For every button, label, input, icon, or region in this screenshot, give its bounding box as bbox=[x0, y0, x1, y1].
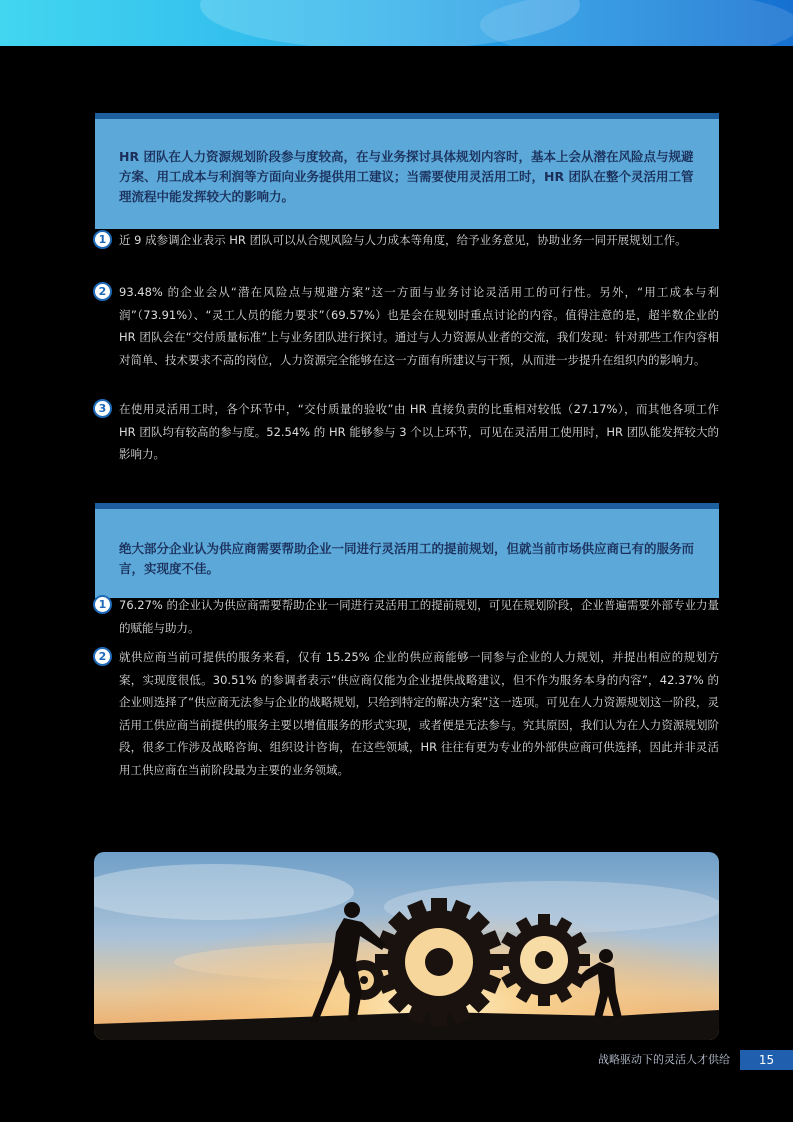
number-badge-icon: 2 bbox=[93, 647, 112, 666]
summary-callout-2 bbox=[95, 503, 719, 598]
list-item-text: 93.48% 的企业会从“潜在风险点与规避方案”这一方面与业务讨论灵活用工的可行性。另外，“用工成本与利润”（73.91%）、“灵工人员的能力要求”（69.57%）也是会在规划时重点讨论的内容。值得注意的是，超半数企业的 HR 团队会在“交付质量标准”上与业务团队进行探讨。通过与人力资源从业者的交流，我们发现：针对那些工作内容相对简单、技术要求不高的岗位，人力资源完全能够在这一方面有所建议与干预，从而进一步提升在组织内的影响力。 bbox=[119, 285, 719, 367]
list-item-text: 在使用灵活用工时，各个环节中，“交付质量的验收”由 HR 直接负责的比重相对较低（27.17%），而其他各项工作 HR 团队均有较高的参与度。52.54% 的 HR 能够参与 3 个以上环节，可见在灵活用工使用时，HR 团队能发挥较大的影响力。 bbox=[119, 402, 719, 461]
number-badge-icon: 2 bbox=[93, 282, 112, 301]
number-badge-icon: 3 bbox=[93, 399, 112, 418]
list-item-text: 76.27% 的企业认为供应商需要帮助企业一同进行灵活用工的提前规划，可见在规划阶段，企业普遍需要外部专业力量的赋能与助力。 bbox=[119, 598, 719, 635]
list-item bbox=[95, 281, 719, 371]
list-item-text: 就供应商当前可提供的服务来看，仅有 15.25% 企业的供应商能够一同参与企业的人力规划，并提出相应的规划方案，实现度很低。30.51% 的参调者表示“供应商仅能为企业提供战略建议，但不作为服务本身的内容”，42.37% 的企业则选择了“供应商无法参与企业的战略规划，只给到特定的解决方案”这一选项。可见在人力资源规划这一阶段，灵活用工供应商当前提供的服务主要以增值服务的形式实现，或者便是无法参与。究其原因，我们认为在人力资源规划阶段，很多工作涉及战略咨询、组织设计咨询，在这些领域，HR 往往有更为专业的外部供应商可供选择，因此并非灵活用工供应商在当前阶段最为主要的业务领域。 bbox=[119, 650, 719, 777]
list-item bbox=[95, 229, 719, 252]
list-item-text: 近 9 成参调企业表示 HR 团队可以从合规风险与人力成本等角度，给予业务意见，协助业务一同开展规划工作。 bbox=[119, 233, 687, 247]
gears-teamwork-photo bbox=[94, 852, 719, 1040]
page-number: 15 bbox=[740, 1050, 793, 1070]
summary-callout-1 bbox=[95, 113, 719, 229]
number-badge-icon: 1 bbox=[93, 230, 112, 249]
list-item bbox=[95, 398, 719, 466]
list-item bbox=[95, 594, 719, 639]
callout-text: 绝大部分企业认为供应商需要帮助企业一同进行灵活用工的提前规划，但就当前市场供应商已有的服务而言，实现度不佳。 bbox=[119, 541, 695, 576]
number-badge-icon: 1 bbox=[93, 595, 112, 614]
header-band bbox=[0, 0, 793, 46]
footer-report-title: 战略驱动下的灵活人才供给 bbox=[598, 1053, 730, 1066]
list-item bbox=[95, 646, 719, 781]
callout-text: HR 团队在人力资源规划阶段参与度较高，在与业务探讨具体规划内容时，基本上会从潜在风险点与规避方案、用工成本与利润等方面向业务提供用工建议；当需要使用灵活用工时，HR 团队在整个灵活用工管理流程中能发挥较大的影响力。 bbox=[119, 149, 694, 204]
